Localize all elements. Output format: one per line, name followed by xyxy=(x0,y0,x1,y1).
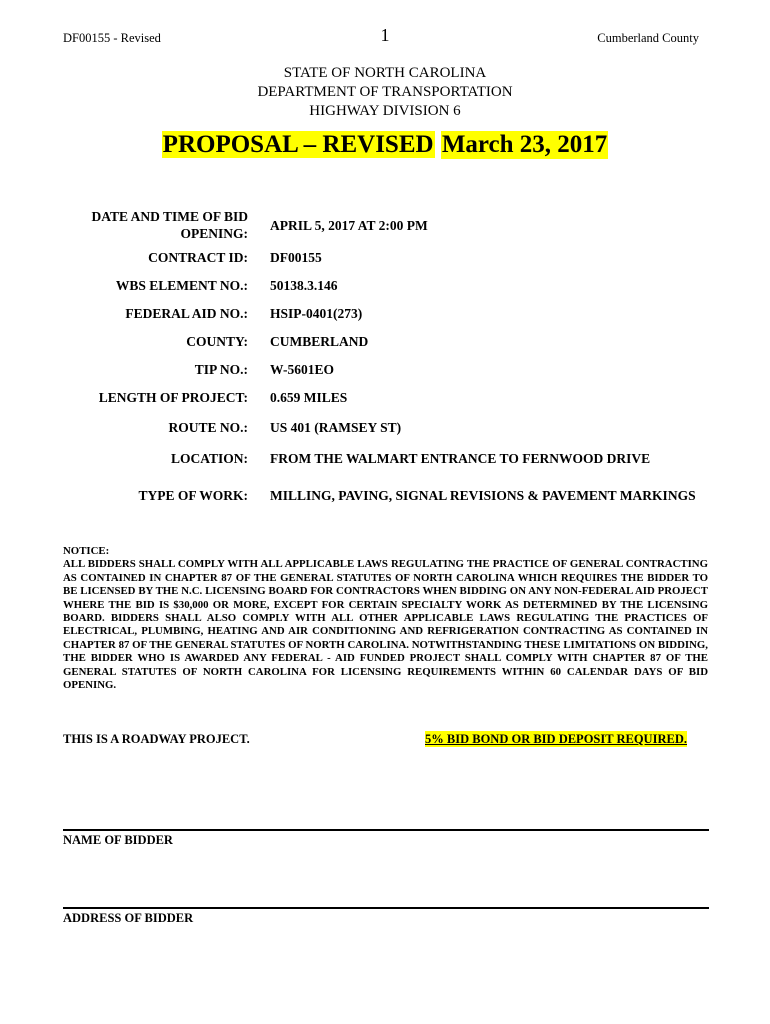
field-label: CONTRACT ID: xyxy=(148,249,248,265)
field-value: HSIP-0401(273) xyxy=(270,305,363,321)
field-label: WBS ELEMENT NO.: xyxy=(115,277,248,293)
project-type: THIS IS A ROADWAY PROJECT. xyxy=(63,732,250,746)
field-value: APRIL 5, 2017 AT 2:00 PM xyxy=(270,217,428,233)
notice-text: ALL BIDDERS SHALL COMPLY WITH ALL APPLICABLE LAWS REGULATING THE PRACTICE OF GENERAL CONTRACTING AS CONTAINED IN CHAPTER 87 OF THE GENERAL STATUTES OF NORTH CAROLINA WHICH REQUIRES THE BIDDER TO BE LICENSED BY THE N.C. LICENSING BOARD FOR CONTRACTORS WHEN BIDDING ON ANY NON-FEDERAL AID PROJECT WHERE THE BID IS $30,000 OR MORE, EXCEPT FOR CERTAIN SPECIALTY WORK AS DETERMINED BY THE LICENSING BOARD. BIDDERS SHALL ALSO COMPLY WITH ALL OTHER APPLICABLE LAWS REGULATING THE PRACTICES OF ELECTRICAL, PLUMBING, HEATING AND AIR CONDITIONING AND REFRIGERATION CONTRACTING AS CONTAINED IN CHAPTER 87 OF THE GENERAL STATUTES OF NORTH CAROLINA. NOTWITHSTANDING THESE LIMITATIONS ON BIDDING, THE BIDDER WHO IS AWARDED ANY FEDERAL - AID FUNDED PROJECT SHALL COMPLY WITH CHAPTER 87 OF THE GENERAL STATUTES OF NORTH CAROLINA FOR LICENSING REQUIREMENTS WITHIN 60 CALENDAR DAYS OF BID OPENING. xyxy=(63,558,708,692)
field-row-wbs-element xyxy=(63,271,713,299)
field-value: MILLING, PAVING, SIGNAL REVISIONS & PAVEMENT MARKINGS xyxy=(270,487,696,503)
field-label: LOCATION: xyxy=(170,450,248,466)
field-row-length xyxy=(63,383,713,411)
field-value: W-5601EO xyxy=(270,361,334,377)
name-of-bidder-label: NAME OF BIDDER xyxy=(63,833,173,847)
proposal-title xyxy=(0,131,770,159)
proposal-date: March 23, 2017 xyxy=(441,131,608,158)
name-signature-line[interactable] xyxy=(63,829,709,831)
field-row-federal-aid xyxy=(63,299,713,327)
county-header: Cumberland County xyxy=(597,31,699,45)
field-label: ROUTE NO.: xyxy=(168,419,248,435)
field-row-contract-id xyxy=(63,243,713,271)
field-row-bid-opening xyxy=(63,207,713,243)
field-value: 50138.3.146 xyxy=(270,277,338,293)
agency-state: STATE OF NORTH CAROLINA xyxy=(283,65,487,81)
proposal-title-line: PROPOSAL – REVISED xyxy=(162,131,434,158)
licensing-notice xyxy=(63,545,708,692)
notice-title: NOTICE: xyxy=(63,545,110,557)
agency-block xyxy=(0,64,770,121)
contract-info-table xyxy=(63,207,713,517)
field-row-county xyxy=(63,327,713,355)
address-signature-line[interactable] xyxy=(63,907,709,909)
field-value: FROM THE WALMART ENTRANCE TO FERNWOOD DRIVE xyxy=(270,450,651,466)
field-label: LENGTH OF PROJECT: xyxy=(98,389,248,405)
field-value: US 401 (RAMSEY ST) xyxy=(270,419,402,435)
field-label: COUNTY: xyxy=(186,333,248,349)
page-number: 1 xyxy=(380,25,390,45)
address-of-bidder-label: ADDRESS OF BIDDER xyxy=(63,911,194,925)
agency-department: DEPARTMENT OF TRANSPORTATION xyxy=(257,84,513,100)
field-row-location xyxy=(63,443,713,473)
bid-bond-notice: 5% BID BOND OR BID DEPOSIT REQUIRED. xyxy=(425,732,687,746)
field-label: TYPE OF WORK: xyxy=(138,487,248,503)
field-row-tip-no xyxy=(63,355,713,383)
field-value: DF00155 xyxy=(270,249,322,265)
field-label: TIP NO.: xyxy=(194,361,248,377)
field-label: FEDERAL AID NO.: xyxy=(125,305,248,321)
field-value: 0.659 MILES xyxy=(270,389,348,405)
field-row-route xyxy=(63,411,713,443)
field-value: CUMBERLAND xyxy=(270,333,369,349)
field-row-type-of-work xyxy=(63,473,713,517)
agency-division: HIGHWAY DIVISION 6 xyxy=(309,103,461,119)
document-id-header: DF00155 - Revised xyxy=(63,31,161,45)
field-label: DATE AND TIME OF BID OPENING: xyxy=(91,209,248,241)
